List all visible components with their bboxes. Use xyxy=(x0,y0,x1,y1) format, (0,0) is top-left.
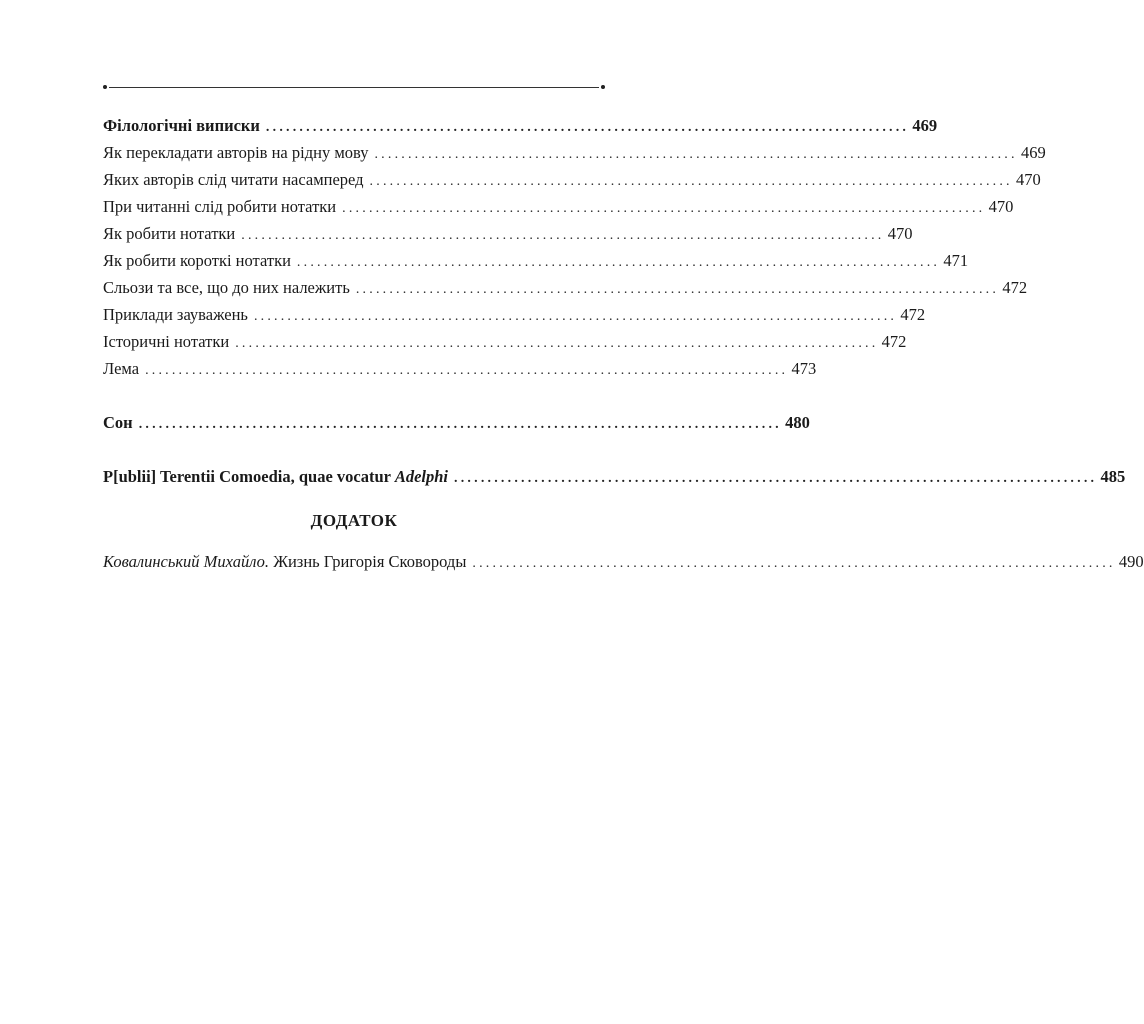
toc-entry-title: Історичні нотатки xyxy=(103,332,230,351)
toc-entry-title: Як робити короткі нотатки xyxy=(103,251,291,270)
toc-entry-page: 470 xyxy=(988,197,1014,216)
toc-entry-page: 470 xyxy=(887,224,913,243)
toc-entry-kovalynskyi[interactable] xyxy=(103,548,1144,575)
toc-entry-page: 490 xyxy=(1118,552,1144,571)
dot-leader: ................................................................................................ xyxy=(472,556,1116,571)
toc-entry-page: 485 xyxy=(1100,467,1126,486)
toc-entry-title: Сон xyxy=(103,413,133,432)
toc-entry[interactable] xyxy=(103,328,907,355)
toc-entry-title: Приклади зауважень xyxy=(103,305,248,324)
dot-leader: ................................................................................................ xyxy=(145,363,789,378)
spacer xyxy=(103,436,605,463)
dot-leader: ................................................................................................ xyxy=(296,255,941,270)
table-of-contents xyxy=(103,112,1144,575)
toc-entry-title-prefix: P[ublii] Terentii Comoedia, quae vocatur xyxy=(103,467,395,486)
toc-entry[interactable] xyxy=(103,274,1028,301)
dot-leader: ................................................................................................ xyxy=(374,147,1018,162)
toc-entry-title xyxy=(103,548,472,575)
toc-entry[interactable] xyxy=(103,247,969,274)
spacer xyxy=(103,382,605,409)
rule-dot-right xyxy=(601,85,605,89)
dot-leader: ................................................................................................ xyxy=(369,174,1013,189)
toc-entry-title: Сльози та все, що до них належить xyxy=(103,278,350,297)
toc-entry-page: 480 xyxy=(785,413,810,432)
toc-entry-page: 472 xyxy=(1002,278,1028,297)
toc-entry[interactable] xyxy=(103,193,1014,220)
rule-dot-left xyxy=(103,85,107,89)
toc-entry-son[interactable] xyxy=(103,409,810,436)
toc-entry-page: 473 xyxy=(791,359,817,378)
toc-entry-title-rest: Жизнь Григорія Сковороды xyxy=(269,552,467,571)
toc-entry-title: Яких авторів слід читати насамперед xyxy=(103,170,364,189)
toc-entry-author: Ковалинський Михайло. xyxy=(103,552,270,571)
toc-entry-page: 472 xyxy=(900,305,926,324)
toc-entry-page: 470 xyxy=(1016,170,1041,189)
toc-entry-title xyxy=(103,463,454,490)
dot-leader: ................................................................................................ xyxy=(241,228,885,243)
toc-entry-title-italic: Adelphi xyxy=(394,467,449,486)
dot-leader: ................................................................................................ xyxy=(235,336,879,351)
dot-leader: ................................................................................................ xyxy=(265,120,910,135)
toc-entry[interactable] xyxy=(103,301,926,328)
toc-entry-title: Лема xyxy=(103,359,140,378)
dot-leader: ................................................................................................ xyxy=(454,471,1098,486)
dot-leader: ................................................................................................ xyxy=(253,309,898,324)
toc-entry-title: При читанні слід робити нотатки xyxy=(103,197,337,216)
toc-entry[interactable] xyxy=(103,139,1046,166)
rule-line xyxy=(109,87,599,88)
toc-entry-page: 471 xyxy=(943,251,969,270)
toc-entry-terentii[interactable] xyxy=(103,463,1126,490)
toc-entry-page: 469 xyxy=(1020,143,1046,162)
toc-entry-title: Як перекладати авторів на рідну мову xyxy=(103,143,369,162)
toc-entry-page: 469 xyxy=(912,116,938,135)
toc-entry[interactable] xyxy=(103,166,1041,193)
toc-entry[interactable] xyxy=(103,355,817,382)
dot-leader: ................................................................................................ xyxy=(355,282,1000,297)
top-rule xyxy=(103,84,605,92)
toc-entry[interactable] xyxy=(103,220,913,247)
toc-entry-title: Як робити нотатки xyxy=(103,224,236,243)
dot-leader: ................................................................................................ xyxy=(138,417,782,432)
dot-leader: ................................................................................................ xyxy=(342,201,986,216)
toc-entry-title: Філологічні виписки xyxy=(103,116,260,135)
toc-entry[interactable] xyxy=(103,112,938,139)
toc-entry-page: 472 xyxy=(881,332,907,351)
appendix-heading: ДОДАТОК xyxy=(310,511,398,530)
